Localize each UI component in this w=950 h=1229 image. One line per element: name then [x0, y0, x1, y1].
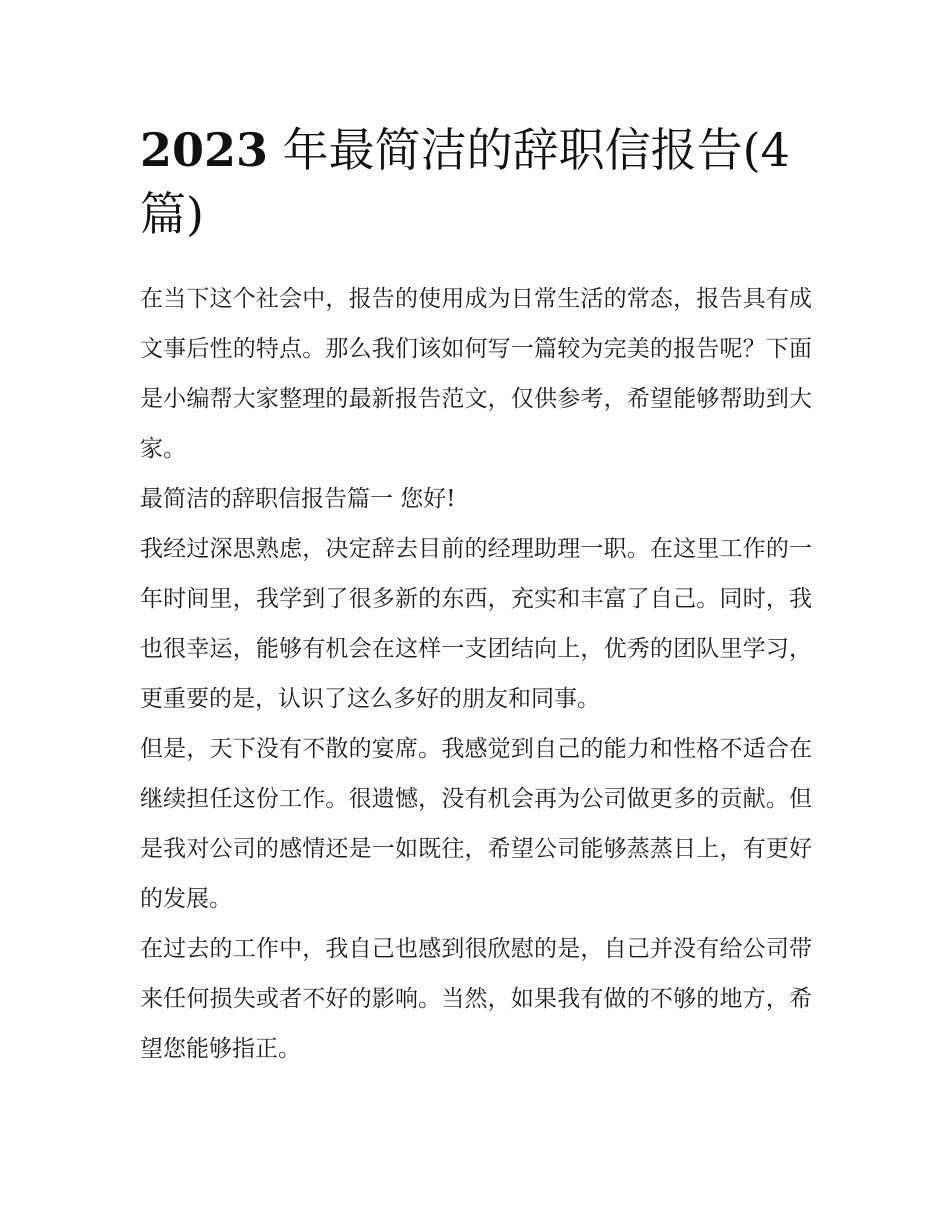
title-year: 2023	[140, 123, 269, 177]
document-content	[140, 118, 812, 1074]
document-title	[140, 118, 812, 246]
title-text: 年最简洁的辞职信报告(4篇)	[140, 123, 790, 241]
document-body	[140, 274, 812, 1074]
body-paragraph-3: 在过去的工作中，我自己也感到很欣慰的是，自己并没有给公司带来任何损失或者不好的影响。当然，如果我有做的不够的地方，希望您能够指正。	[140, 936, 812, 1062]
letter-heading: 最简洁的辞职信报告篇一 您好!	[140, 486, 456, 512]
body-paragraph-2: 但是，天下没有不散的宴席。我感觉到自己的能力和性格不适合在继续担任这份工作。很遗憾，没有机会再为公司做更多的贡献。但是我对公司的感情还是一如既往，希望公司能够蒸蒸日上，有更好的发展。	[140, 736, 812, 912]
body-paragraph-1: 我经过深思熟虑，决定辞去目前的经理助理一职。在这里工作的一年时间里，我学到了很多新的东西，充实和丰富了自己。同时，我也很幸运，能够有机会在这样一支团结向上，优秀的团队里学习，更重要的是，认识了这么多好的朋友和同事。	[140, 536, 812, 712]
intro-paragraph: 在当下这个社会中，报告的使用成为日常生活的常态，报告具有成文事后性的特点。那么我们该如何写一篇较为完美的报告呢？下面是小编帮大家整理的最新报告范文，仅供参考，希望能够帮助到大家。	[140, 286, 812, 462]
